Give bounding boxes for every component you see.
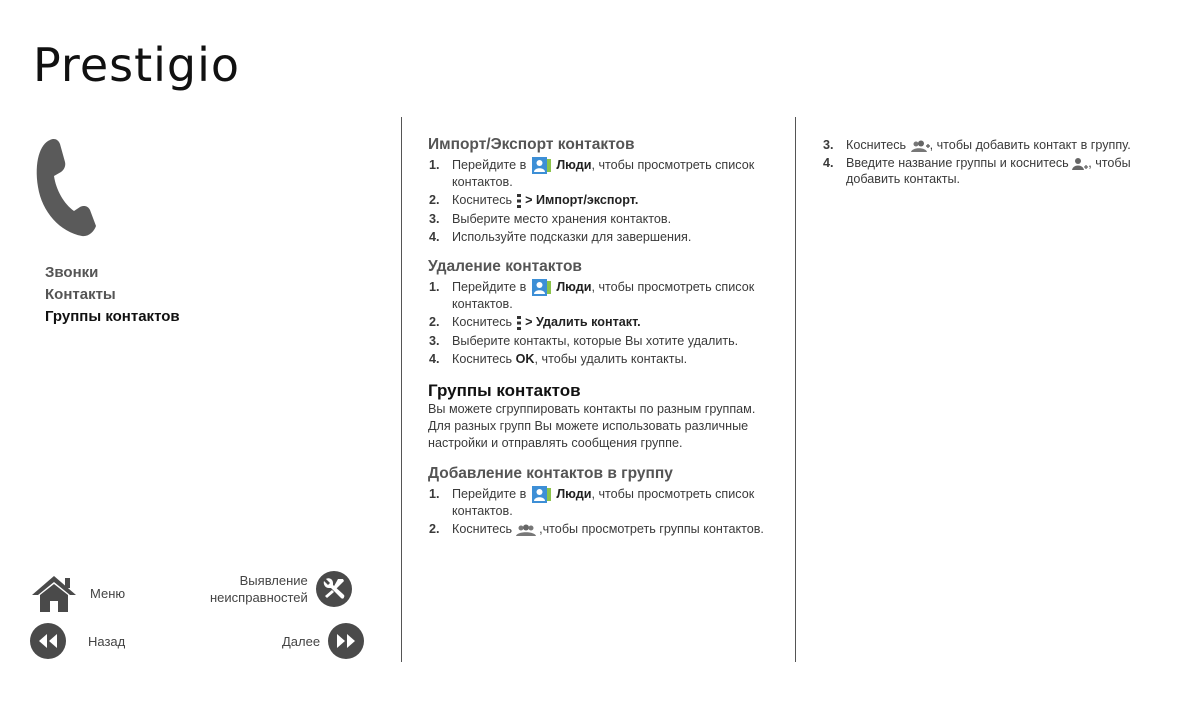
list-item: 1. Перейдите в Люди, чтобы просмотреть список контактов. — [429, 158, 755, 190]
import-export-steps — [428, 157, 778, 245]
add-to-group-title: Добавление контактов в группу — [428, 464, 673, 482]
list-item: 4. Коснитесь OK, чтобы удалить контакты. — [429, 351, 688, 366]
phone-icon — [30, 132, 100, 242]
groups-body: Вы можете сгруппировать контакты по разным группам. Для разных групп Вы можете использовать различные настройки и отправлять сообщения группе. — [428, 401, 756, 450]
next-button[interactable] — [282, 623, 364, 659]
troubleshoot-button[interactable] — [210, 571, 352, 607]
rewind-icon — [30, 623, 66, 659]
list-item: 2. Коснитесь > Импорт/экспорт. — [429, 193, 639, 208]
toc — [45, 262, 180, 328]
people-app-icon — [532, 279, 551, 296]
groups-title: Группы контактов — [428, 380, 581, 400]
add-to-group-steps-continued — [822, 137, 1152, 187]
middle-column — [428, 137, 778, 539]
list-item: 3. Выберите место хранения контактов. — [429, 211, 672, 226]
troubleshoot-label-line2: неисправностей — [210, 590, 308, 605]
list-item: 4. Используйте подсказки для завершения. — [429, 229, 692, 244]
list-item: 2. Коснитесь ,чтобы просмотреть группы контактов. — [429, 521, 764, 536]
tools-icon — [316, 571, 352, 607]
toc-item-contacts[interactable]: Контакты — [45, 286, 116, 303]
list-item: 4. Введите название группы и коснитесь , чтобы добавить контакты. — [823, 156, 1131, 186]
groups-icon — [516, 524, 536, 536]
more-options-icon — [516, 193, 522, 209]
delete-steps — [428, 279, 778, 367]
delete-title: Удаление контактов — [428, 257, 582, 275]
list-item: 3. Коснитесь , чтобы добавить контакт в группу. — [823, 138, 1131, 152]
toc-item-calls[interactable]: Звонки — [45, 264, 99, 281]
column-divider-left — [401, 117, 402, 662]
back-label: Назад — [88, 633, 126, 649]
list-item: 3. Выберите контакты, которые Вы хотите удалить. — [429, 333, 739, 348]
toc-item-contact-groups[interactable]: Группы контактов — [45, 308, 180, 325]
menu-button[interactable] — [30, 573, 125, 613]
add-to-group-steps — [428, 486, 778, 537]
column-divider-right — [795, 117, 796, 662]
import-export-title: Импорт/Экспорт контактов — [428, 136, 635, 153]
troubleshoot-label-line1: Выявление — [239, 573, 308, 588]
add-contact-icon — [1072, 157, 1088, 171]
menu-label: Меню — [90, 585, 126, 601]
people-app-icon — [532, 486, 551, 503]
list-item: 1. Перейдите в Люди, чтобы просмотреть список контактов. — [429, 279, 755, 312]
add-to-group-icon — [910, 140, 930, 152]
fast-forward-icon — [328, 623, 364, 659]
next-label: Далее — [282, 633, 321, 649]
list-item: 2. Коснитесь > Удалить контакт. — [429, 315, 641, 330]
home-icon — [30, 573, 78, 613]
people-app-icon — [532, 157, 551, 174]
right-column — [822, 137, 1152, 189]
more-options-icon — [516, 315, 522, 331]
brand-logo: Prestigio — [33, 38, 241, 92]
back-button[interactable] — [30, 623, 125, 659]
list-item: 1. Перейдите в Люди, чтобы просмотреть список контактов. — [429, 486, 755, 518]
